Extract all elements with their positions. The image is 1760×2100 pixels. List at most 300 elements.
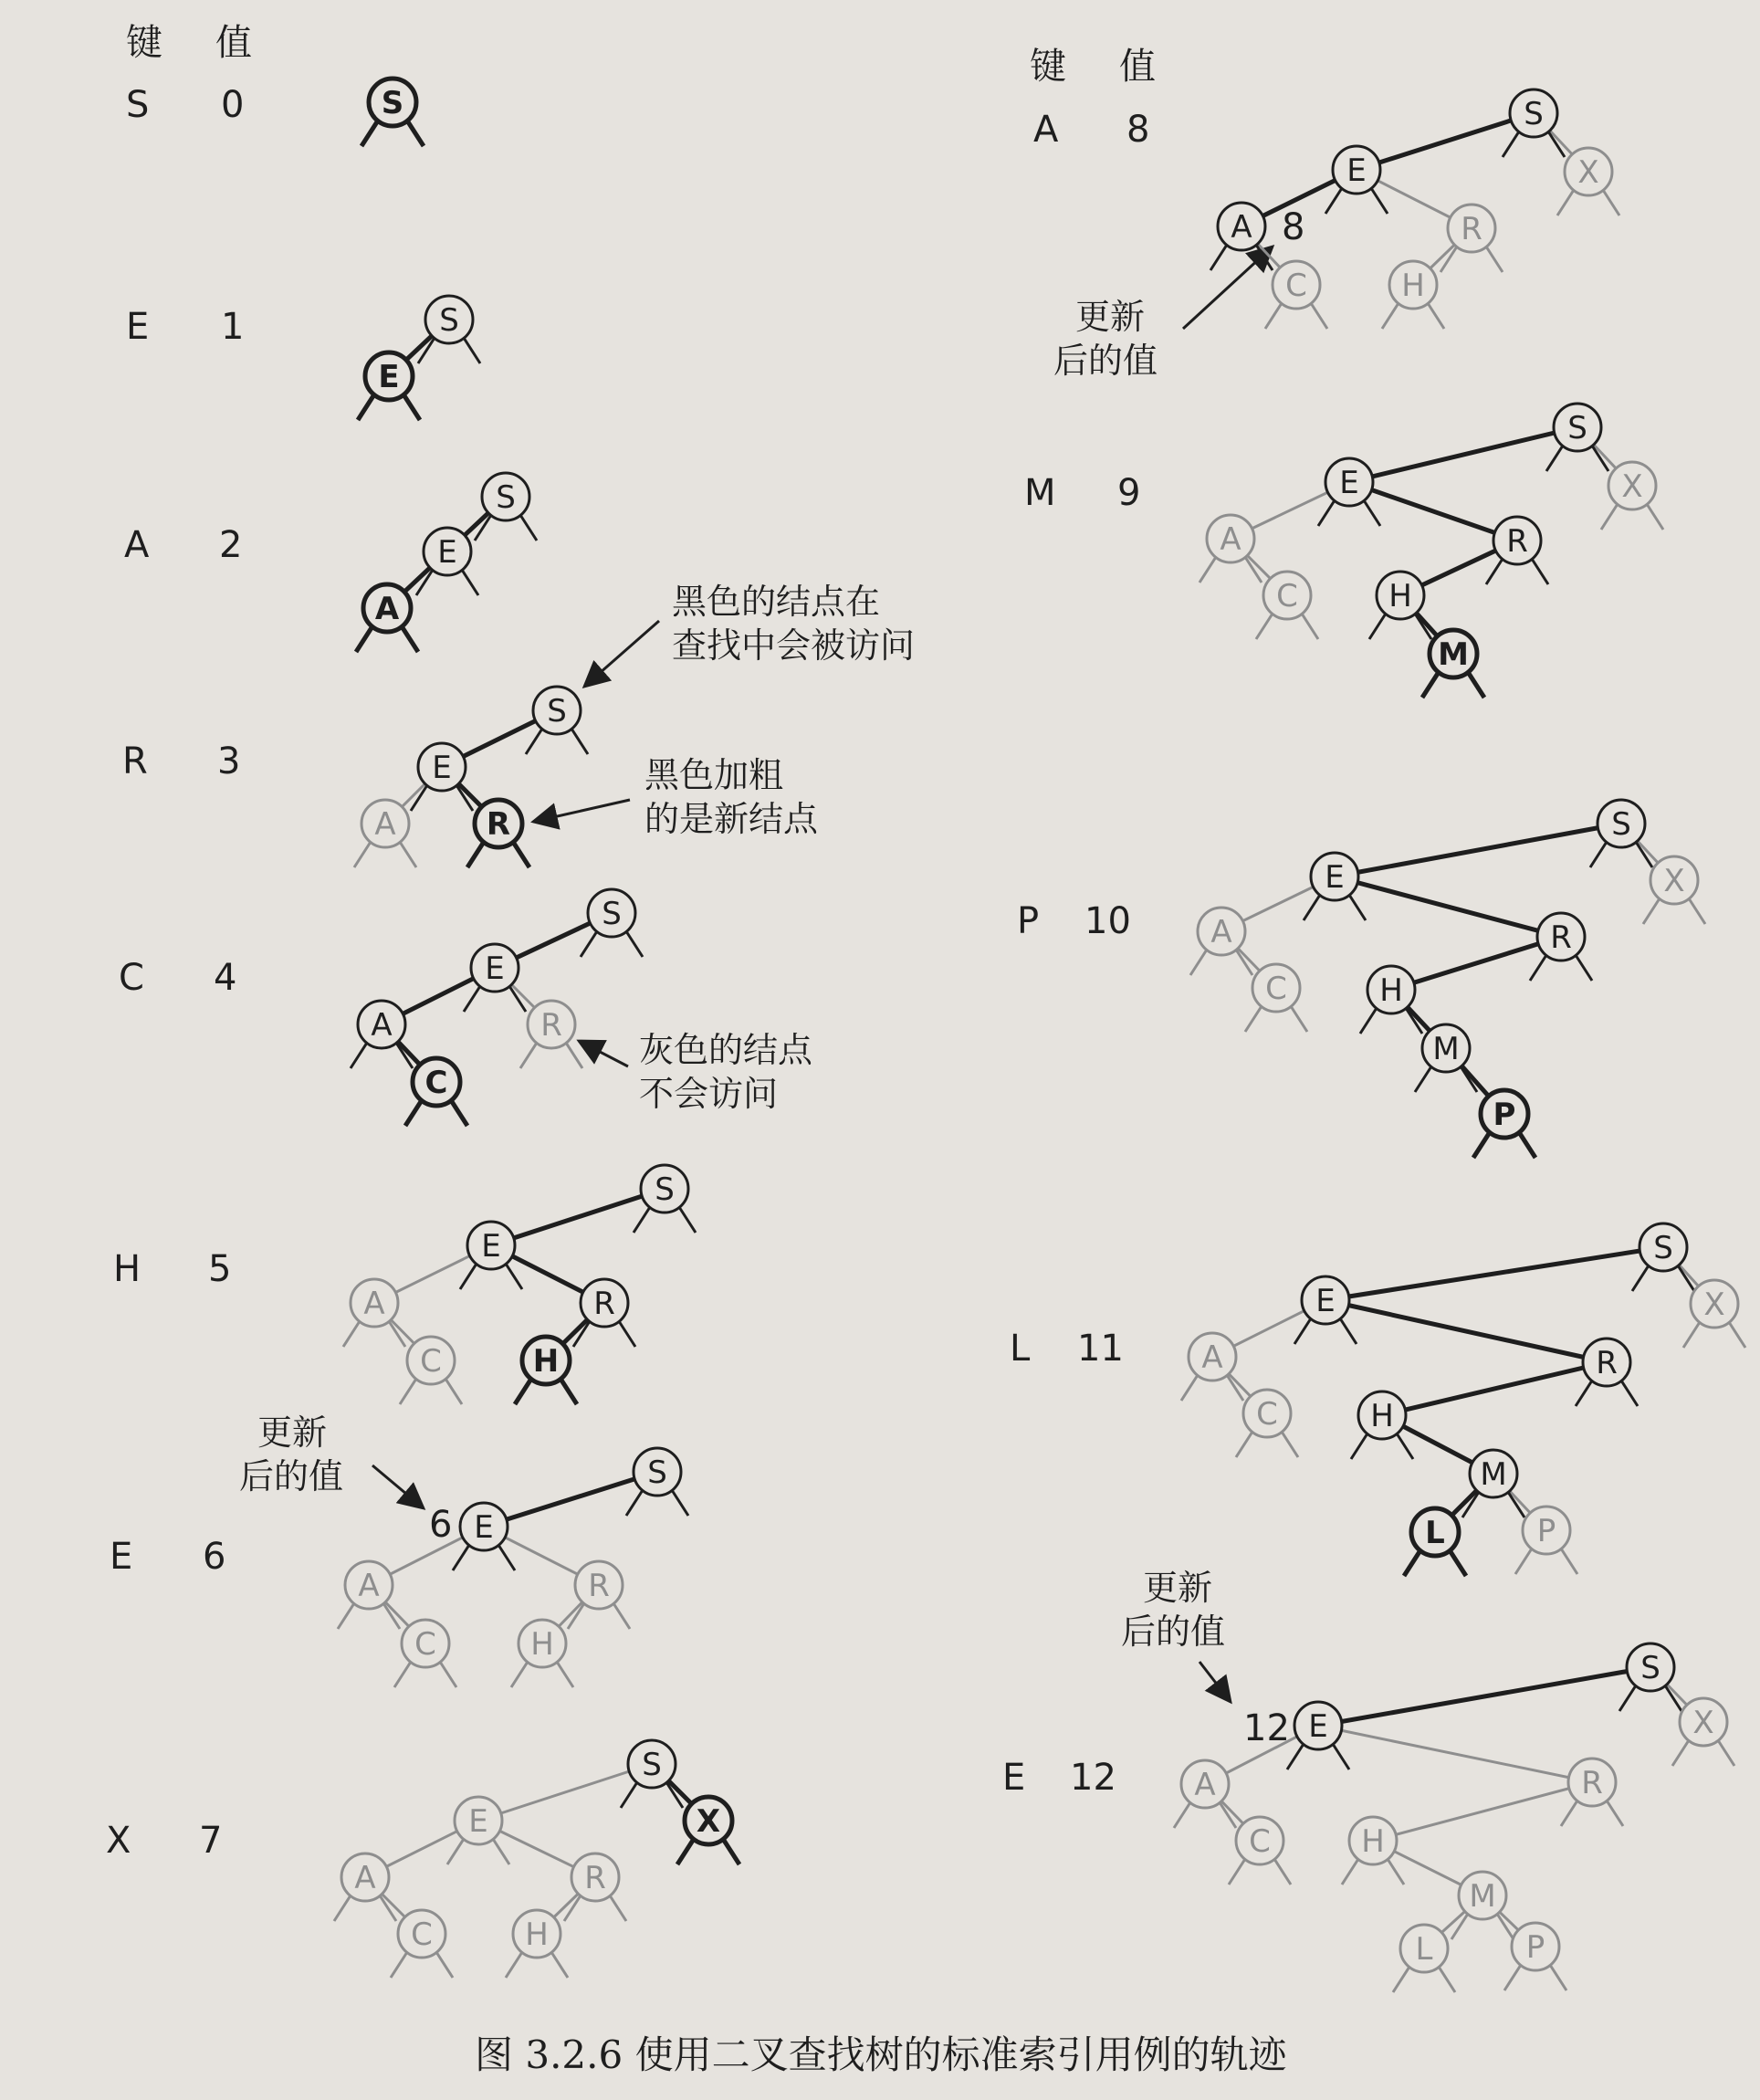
step-value: 11 (1077, 1328, 1124, 1370)
null-link (464, 338, 480, 363)
tree-node (1342, 1817, 1404, 1885)
step-value: 2 (219, 524, 243, 566)
null-link (402, 626, 418, 652)
node-key-label: L (1415, 1931, 1433, 1968)
tree-node (1601, 462, 1663, 530)
left-value-header: 值 (215, 22, 252, 64)
node-key-label: R (540, 1007, 562, 1044)
tree-edge (478, 1764, 652, 1821)
bst-tree (338, 1448, 688, 1687)
null-link (1561, 1549, 1577, 1574)
node-key-label: S (647, 1454, 667, 1491)
tree-edge (1325, 1300, 1607, 1362)
null-link (566, 1043, 582, 1068)
null-link (1333, 1744, 1349, 1769)
bst-tree (343, 1165, 696, 1404)
null-link (1439, 1967, 1455, 1992)
null-link (403, 394, 420, 420)
null-link (1561, 1801, 1577, 1826)
node-key-label: S (1653, 1230, 1673, 1266)
null-link (1397, 1433, 1413, 1459)
node-key-label: S (439, 302, 459, 339)
tree-edge (1335, 824, 1621, 877)
tree-edge (484, 1472, 657, 1527)
tree-node (1265, 261, 1327, 329)
tree-node (338, 1561, 400, 1629)
node-key-label: A (1220, 521, 1241, 558)
tree-node (1672, 1698, 1734, 1766)
tree-node (1325, 146, 1388, 214)
node-key-label: C (1265, 971, 1287, 1007)
bst-tree (354, 687, 588, 867)
node-key-label: P (1493, 1097, 1516, 1133)
null-link (672, 1490, 688, 1516)
node-key-label: M (1438, 636, 1469, 673)
null-link (1245, 1006, 1262, 1032)
node-key-label: E (1346, 152, 1367, 189)
null-link (511, 1662, 528, 1687)
tree-node (411, 743, 473, 811)
node-key-label: A (354, 1860, 376, 1896)
null-link (1274, 1859, 1291, 1885)
tree-node (1561, 1759, 1623, 1826)
node-key-label: S (655, 1171, 675, 1208)
null-link (520, 1043, 537, 1068)
null-link (451, 1100, 467, 1126)
null-link (467, 842, 484, 867)
updated-value-label: 6 (429, 1504, 453, 1546)
null-link (1349, 895, 1366, 920)
null-link (1229, 1859, 1245, 1885)
annotation-updated-e6: 更新后的值 (239, 1412, 344, 1496)
null-link (1304, 895, 1320, 920)
node-key-label: C (414, 1626, 436, 1663)
tree-node (356, 584, 418, 652)
step-key: R (122, 740, 148, 782)
tree-node (515, 1337, 577, 1404)
step-key: C (119, 957, 144, 999)
tree-node (1422, 630, 1484, 698)
null-link (1325, 188, 1342, 214)
null-link (462, 570, 478, 595)
annotation-not-visited-arrow (579, 1041, 628, 1066)
annotation-new-node: 黑色加粗的是新结点 (644, 755, 819, 839)
null-link (1486, 247, 1503, 272)
node-key-label: R (1550, 919, 1572, 956)
tree-node (1360, 966, 1422, 1034)
null-link (1473, 1132, 1490, 1158)
step-key: E (1002, 1757, 1026, 1799)
node-key-label: A (371, 1007, 393, 1044)
node-key-label: R (1596, 1345, 1618, 1381)
null-link (436, 1952, 453, 1978)
step-key: E (126, 306, 150, 348)
tree-node (1546, 404, 1608, 471)
step-value: 1 (221, 306, 245, 348)
tree-node (1174, 1760, 1236, 1828)
node-key-label: M (1469, 1878, 1496, 1915)
tree-edge (1335, 877, 1561, 937)
null-link (334, 1895, 351, 1921)
tree-node (1210, 203, 1273, 270)
tree-edge (1357, 113, 1534, 170)
tree-node (1415, 1024, 1477, 1092)
null-link (391, 1952, 407, 1978)
node-key-label: C (424, 1065, 448, 1101)
tree-edge (491, 1189, 665, 1245)
tree-node (511, 1620, 573, 1687)
tree-node (400, 1337, 462, 1404)
null-link (1256, 614, 1273, 639)
tree-edge (1318, 1667, 1650, 1726)
step-value: 10 (1084, 900, 1131, 942)
null-link (634, 1207, 650, 1233)
tree-node (405, 1058, 467, 1126)
node-key-label: H (1401, 268, 1425, 304)
null-link (1647, 504, 1663, 530)
step-value: 4 (214, 957, 237, 999)
null-link (1318, 500, 1335, 526)
node-key-label: X (1703, 1286, 1725, 1323)
null-link (677, 1839, 694, 1864)
node-key-label: E (1308, 1708, 1328, 1745)
node-key-label: M (1432, 1031, 1460, 1067)
null-link (1643, 898, 1660, 924)
node-key-label: S (602, 896, 622, 932)
updated-value-label: 12 (1243, 1707, 1290, 1749)
null-link (1576, 955, 1592, 981)
null-link (1236, 1432, 1252, 1457)
node-key-label: H (530, 1626, 554, 1663)
null-link (723, 1839, 739, 1864)
node-key-label: A (1194, 1767, 1216, 1803)
null-link (1415, 1066, 1431, 1092)
null-link (405, 1100, 422, 1126)
tree-node (1382, 261, 1444, 329)
node-key-label: C (1276, 578, 1298, 614)
null-link (506, 1952, 522, 1978)
node-key-label: A (358, 1568, 380, 1604)
null-link (1729, 1322, 1745, 1348)
null-link (1364, 500, 1380, 526)
node-key-label: H (525, 1916, 549, 1953)
null-link (338, 1603, 354, 1629)
null-link (1519, 1132, 1535, 1158)
tree-node (621, 1740, 683, 1808)
null-link (1393, 1967, 1409, 1992)
null-link (453, 1545, 469, 1570)
bst-tree (361, 79, 424, 146)
tree-node (1294, 1276, 1357, 1344)
null-link (354, 842, 371, 867)
step-value: 12 (1070, 1757, 1116, 1799)
node-key-label: C (1256, 1396, 1278, 1433)
node-key-label: A (1231, 209, 1252, 246)
bst-tree (1190, 800, 1705, 1158)
node-key-label: H (1370, 1398, 1394, 1434)
null-link (1351, 1433, 1367, 1459)
null-link (557, 1662, 573, 1687)
tree-node (475, 473, 537, 541)
annotation-visited-arrow (584, 621, 659, 687)
null-link (1486, 559, 1503, 584)
tree-node (1486, 517, 1548, 584)
tree-edge (1349, 427, 1577, 482)
node-key-label: S (547, 693, 567, 730)
tree-node (1473, 1090, 1535, 1158)
node-key-label: E (1325, 859, 1345, 896)
null-link (515, 1379, 531, 1404)
node-key-label: X (1621, 468, 1643, 505)
null-link (1619, 1685, 1636, 1711)
tree-node (1304, 853, 1366, 920)
node-key-label: S (642, 1747, 662, 1783)
tree-node (1619, 1643, 1681, 1711)
node-key-label: E (1315, 1283, 1336, 1319)
annotation-updated-e12-arrow (1200, 1662, 1231, 1702)
null-link (1683, 1322, 1700, 1348)
null-link (1718, 1740, 1734, 1766)
right-key-header: 键 (1030, 46, 1066, 88)
null-link (1265, 303, 1282, 329)
null-link (626, 1490, 643, 1516)
node-key-label: S (381, 85, 404, 121)
updated-value-label: 8 (1282, 206, 1305, 248)
node-key-label: L (1425, 1515, 1445, 1551)
step-key: P (1017, 900, 1040, 942)
tree-node (1229, 1817, 1291, 1885)
null-link (394, 1662, 411, 1687)
left-key-header: 键 (126, 22, 162, 64)
null-link (1181, 1375, 1198, 1401)
tree-node (1245, 964, 1307, 1032)
node-key-label: R (588, 1568, 610, 1604)
null-link (361, 121, 378, 146)
node-key-label: R (1506, 523, 1528, 560)
step-key: A (1033, 109, 1059, 151)
annotation-updated-e6-arrow (372, 1465, 424, 1508)
tree-node (1181, 1333, 1243, 1401)
null-link (1557, 190, 1574, 215)
node-key-label: P (1525, 1929, 1545, 1966)
null-link (400, 842, 416, 867)
node-key-label: E (437, 534, 457, 571)
node-key-label: R (584, 1860, 606, 1896)
step-value: 6 (203, 1536, 226, 1578)
null-link (407, 121, 424, 146)
node-key-label: A (363, 1286, 385, 1322)
null-link (1190, 950, 1207, 975)
bst-tree (334, 1740, 739, 1978)
null-link (610, 1895, 626, 1921)
tree-node (1451, 1872, 1514, 1939)
node-key-label: R (1461, 211, 1482, 247)
tree-node (460, 1222, 522, 1289)
null-link (1689, 898, 1705, 924)
tree-node (1503, 89, 1565, 157)
null-link (513, 842, 529, 867)
tree-node (354, 800, 416, 867)
null-link (1302, 614, 1318, 639)
node-key-label: A (1210, 914, 1232, 950)
node-key-label: S (1611, 806, 1631, 843)
null-link (1388, 1859, 1404, 1885)
null-link (447, 1839, 464, 1864)
node-key-label: E (481, 1228, 501, 1265)
tree-node (1190, 908, 1252, 975)
null-link (445, 1379, 462, 1404)
tree-node (1576, 1339, 1638, 1406)
null-link (400, 1379, 416, 1404)
node-key-label: C (1249, 1823, 1271, 1860)
node-key-label: M (1480, 1456, 1507, 1493)
tree-node (1393, 1925, 1455, 1992)
null-link (1342, 1859, 1358, 1885)
step-value: 8 (1126, 109, 1150, 151)
null-link (1404, 1550, 1420, 1576)
node-key-label: C (411, 1916, 433, 1953)
null-link (1515, 1549, 1532, 1574)
node-key-label: R (486, 806, 511, 843)
null-link (1422, 672, 1439, 698)
null-link (520, 515, 537, 541)
null-link (1360, 1008, 1377, 1034)
null-link (551, 1952, 568, 1978)
null-link (493, 1839, 509, 1864)
null-link (356, 626, 372, 652)
tree-node (1404, 1508, 1466, 1576)
tree-node (626, 1448, 688, 1516)
tree-node (1557, 148, 1619, 215)
right-value-header: 值 (1119, 46, 1156, 88)
null-link (1311, 303, 1327, 329)
tree-node (467, 800, 529, 867)
tree-node (506, 1910, 568, 1978)
tree-edge (1391, 937, 1561, 990)
node-key-label: S (1640, 1650, 1660, 1686)
node-key-label: E (468, 1803, 488, 1840)
tree-node (568, 1561, 630, 1629)
null-link (1382, 303, 1399, 329)
null-link (1546, 446, 1563, 471)
null-link (498, 1545, 515, 1570)
tree-node (634, 1165, 696, 1233)
tree-node (526, 687, 588, 754)
node-key-label: X (1692, 1705, 1714, 1741)
tree-node (334, 1853, 396, 1921)
node-key-label: C (420, 1343, 442, 1380)
null-link (679, 1207, 696, 1233)
step-key: E (110, 1536, 133, 1578)
null-link (464, 986, 480, 1012)
node-key-label: S (1567, 410, 1587, 446)
node-key-label: C (1285, 268, 1307, 304)
step-value: 5 (208, 1248, 232, 1290)
tree-node (1287, 1702, 1349, 1769)
null-link (1530, 955, 1546, 981)
null-link (1294, 1318, 1311, 1344)
step-key: A (124, 524, 150, 566)
annotation-updated-a8-arrow (1183, 247, 1273, 329)
null-link (1503, 131, 1519, 157)
node-key-label: E (1339, 465, 1359, 501)
null-link (619, 1321, 635, 1347)
node-key-label: R (593, 1286, 615, 1322)
null-link (1532, 559, 1548, 584)
tree-node (1236, 1390, 1298, 1457)
step-key: M (1024, 472, 1056, 514)
tree-edge (1382, 1362, 1607, 1415)
null-link (1450, 1550, 1466, 1576)
null-link (581, 931, 597, 957)
tree-node (581, 889, 643, 957)
tree-node (1351, 1391, 1413, 1459)
node-key-label: E (474, 1509, 494, 1546)
node-key-label: R (1581, 1765, 1603, 1801)
tree-node (1200, 515, 1262, 583)
node-key-label: E (432, 750, 452, 786)
null-link (343, 1321, 360, 1347)
tree-node (464, 944, 526, 1012)
tree-node (394, 1620, 456, 1687)
null-link (1672, 1740, 1689, 1766)
node-key-label: A (374, 591, 400, 627)
step-value: 7 (199, 1820, 223, 1862)
bst-tree (1181, 1223, 1745, 1576)
node-key-label: E (485, 950, 505, 987)
node-key-label: H (1388, 578, 1412, 614)
null-link (1200, 557, 1216, 583)
step-value: 3 (217, 740, 241, 782)
annotation-updated-a8: 更新后的值 (1053, 297, 1158, 381)
null-link (440, 1662, 456, 1687)
node-key-label: A (374, 806, 396, 843)
tree-node (343, 1279, 405, 1347)
tree-node (453, 1503, 515, 1570)
tree-node (391, 1910, 453, 1978)
null-link (1621, 1381, 1638, 1406)
null-link (1576, 1381, 1592, 1406)
tree-node (1504, 1923, 1566, 1990)
tree-edge (1318, 1726, 1592, 1782)
null-link (1590, 842, 1607, 867)
null-link (1550, 1965, 1566, 1990)
bst-tree (1200, 404, 1663, 698)
step-key: S (126, 84, 150, 126)
annotation-updated-e12: 更新后的值 (1121, 1568, 1226, 1652)
tree-node (361, 79, 424, 146)
node-key-label: H (1379, 972, 1403, 1009)
step-value: 9 (1117, 472, 1141, 514)
step-key: L (1010, 1328, 1031, 1370)
annotation-visited: 黑色的结点在查找中会被访问 (672, 582, 916, 666)
null-link (1340, 1318, 1357, 1344)
null-link (526, 729, 542, 754)
node-key-label: P (1536, 1513, 1556, 1549)
figure-caption: 图 3.2.6 使用二叉查找树的标准索引用例的轨迹 (475, 2032, 1287, 2077)
tree-node (677, 1797, 739, 1864)
null-link (626, 931, 643, 957)
tree-node (416, 528, 478, 595)
tree-node (1530, 913, 1592, 981)
null-link (613, 1603, 630, 1629)
null-link (1282, 1432, 1298, 1457)
node-key-label: A (1201, 1339, 1223, 1376)
null-link (1371, 188, 1388, 214)
null-link (1369, 614, 1386, 639)
tree-node (1318, 458, 1380, 526)
node-key-label: S (496, 479, 516, 516)
